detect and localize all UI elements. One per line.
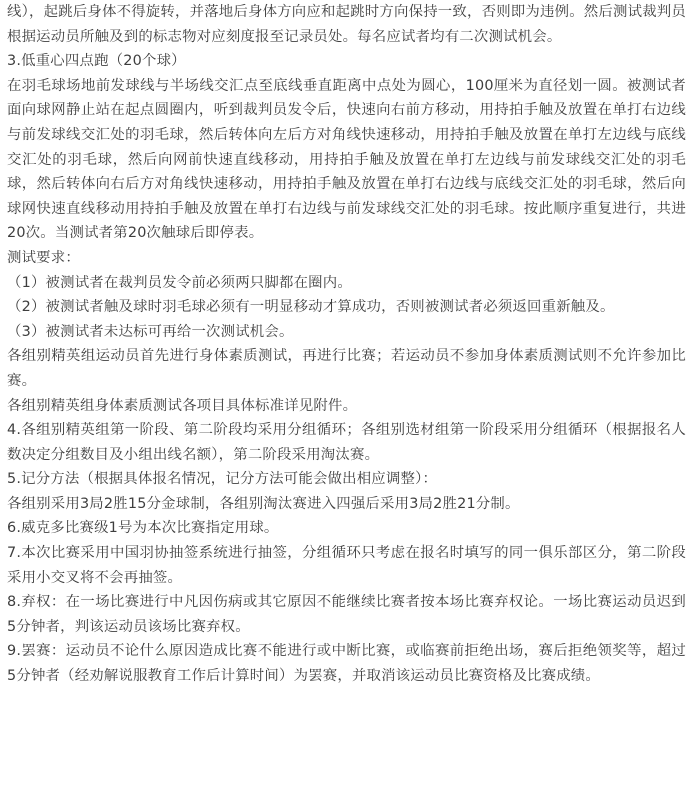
paragraph-elite-fitness-standards: 各组别精英组身体素质测试各项目具体标准详见附件。 <box>7 397 358 414</box>
rule-item-5-scoring: 5.记分方法（根据具体报名情况，记分方法可能会做出相应调整）： <box>7 471 438 488</box>
rule-item-8-forfeit: 8.弃权：在一场比赛进行中凡因伤病或其它原因不能继续比赛者按本场比赛弃权论。一场比赛运动员迟到5分钟者，判该运动员该场比赛弃权。 <box>7 594 686 635</box>
requirement-item-1: （1）被测试者在裁判员发令前必须两只脚都在圈内。 <box>7 274 352 291</box>
paragraph-four-point-run-description: 在羽毛球场地前发球线与半场线交汇点至底线垂直距离中点处为圆心，100厘米为直径划一圆。被测试者面向球网静止站在起点圆圈内，听到裁判员发令后，快速向右前方移动，用持拍手触及放置在单打右边线与前发球线交汇处的羽毛球，然后转体向左后方对角线快速移动，用持拍手触及放置在单打左边线与底线交汇处的羽毛球，然后向网前快速直线移动，用持拍手触及放置在单打左边线与前发球线交汇处的羽毛球，然后转体向右后方对角线快速移动，用持拍手触及放置在单打右边线与底线交汇处的羽毛球，然后向球网快速直线移动用持拍手触及放置在单打右边线与前发球线交汇处的羽毛球。按此顺序重复进行，共进20次。当测试者第20次触球后即停表。 <box>7 77 686 242</box>
requirement-item-3: （3）被测试者未达标可再给一次测试机会。 <box>7 323 294 340</box>
rule-item-7-draw: 7.本次比赛采用中国羽协抽签系统进行抽签，分组循环只考虑在报名时填写的同一俱乐部区分，第二阶段采用小交叉将不会再抽签。 <box>7 545 686 586</box>
paragraph-test-rule-continuation: 线），起跳后身体不得旋转，并落地后身体方向应和起跳时方向保持一致，否则即为违例。然后测试裁判员根据运动员所触及到的标志物对应刻度报至记录员处。每名应试者均有二次测试机会。 <box>7 4 686 45</box>
heading-test-requirements: 测试要求： <box>7 249 80 266</box>
rule-item-6-official-ball: 6.威克多比赛级1号为本次比赛指定用球。 <box>7 520 279 537</box>
rule-item-4-format: 4.各组别精英组第一阶段、第二阶段均采用分组循环；各组别选材组第一阶段采用分组循环（根据报名人数决定分组数目及小组出线名额），第二阶段采用淘汰赛。 <box>7 422 686 463</box>
paragraph-scoring-detail: 各组别采用3局2胜15分金球制，各组别淘汰赛进入四强后采用3局2胜21分制。 <box>7 495 520 512</box>
requirement-item-2: （2）被测试者触及球时羽毛球必须有一明显移动才算成功，否则被测试者必须返回重新触及。 <box>7 299 615 316</box>
heading-four-point-run: 3.低重心四点跑（20个球） <box>7 53 186 70</box>
paragraph-elite-fitness-first: 各组别精英组运动员首先进行身体素质测试，再进行比赛；若运动员不参加身体素质测试则不允许参加比赛。 <box>7 348 686 389</box>
rule-item-9-strike: 9.罢赛：运动员不论什么原因造成比赛不能进行或中断比赛，或临赛前拒绝出场，赛后拒绝领奖等，超过5分钟者（经劝解说服教育工作后计算时间）为罢赛，并取消该运动员比赛资格及比赛成绩。 <box>7 643 686 685</box>
